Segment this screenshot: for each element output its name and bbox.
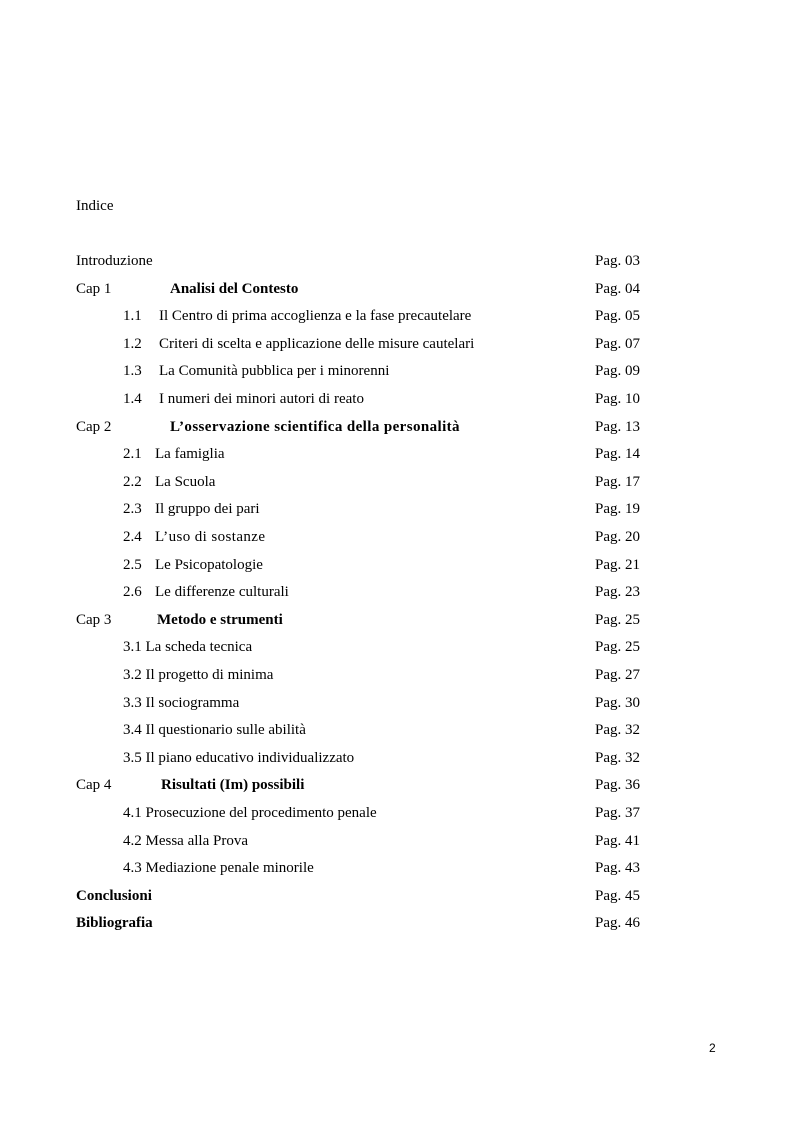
chapter-label: Cap 2 xyxy=(76,418,112,435)
section-title: La famiglia xyxy=(155,446,225,463)
toc-row xyxy=(0,279,794,299)
page-reference: Pag. 17 xyxy=(595,473,640,490)
toc-row xyxy=(0,637,794,657)
section-title: Le Psicopatologie xyxy=(155,556,263,573)
page-reference: Pag. 45 xyxy=(595,887,640,904)
section-title: Criteri di scelta e applicazione delle misure cautelari xyxy=(159,335,475,352)
toc-row xyxy=(0,693,794,713)
page-reference: Pag. 03 xyxy=(595,253,640,269)
page-reference: Pag. 43 xyxy=(595,860,640,877)
toc-row xyxy=(0,720,794,740)
page-reference: Pag. 19 xyxy=(595,501,640,518)
toc-row xyxy=(0,831,794,851)
chapter-label: Cap 1 xyxy=(76,280,112,297)
toc-row xyxy=(0,444,794,464)
page-reference: Pag. 14 xyxy=(595,446,640,463)
section-title: L’uso di sostanze xyxy=(155,529,266,545)
page-reference: Pag. 36 xyxy=(595,777,640,794)
toc-row xyxy=(0,334,794,354)
toc-row xyxy=(0,472,794,492)
section-number: 1.4 xyxy=(123,391,142,407)
page-reference: Pag. 25 xyxy=(595,611,640,628)
chapter-title: L’osservazione scientifica della personalità xyxy=(170,418,460,435)
toc-row xyxy=(0,775,794,795)
toc-row xyxy=(0,610,794,630)
page-reference: Pag. 41 xyxy=(595,832,640,849)
chapter-label: Cap 4 xyxy=(76,777,112,794)
page-number: 2 xyxy=(709,1041,716,1055)
page-reference: Pag. 23 xyxy=(595,584,640,601)
page-reference: Pag. 10 xyxy=(595,391,640,407)
page-reference: Pag. 25 xyxy=(595,639,640,656)
toc-row xyxy=(0,803,794,823)
section-title: 3.3 Il sociogramma xyxy=(123,694,240,711)
toc-row xyxy=(0,527,794,547)
toc-row xyxy=(0,361,794,381)
toc-entry-title: Introduzione xyxy=(76,253,153,269)
section-title: Il gruppo dei pari xyxy=(155,501,260,518)
toc-row xyxy=(0,417,794,437)
chapter-label: Cap 3 xyxy=(76,611,112,628)
chapter-title: Analisi del Contesto xyxy=(170,280,299,297)
section-number: 1.2 xyxy=(123,335,142,352)
page-title: Indice xyxy=(76,198,114,214)
page-reference: Pag. 37 xyxy=(595,805,640,821)
chapter-title: Metodo e strumenti xyxy=(157,611,283,628)
toc-entry-title: Conclusioni xyxy=(76,887,152,904)
section-number: 2.2 xyxy=(123,473,142,490)
section-number: 2.4 xyxy=(123,529,142,545)
section-title: Il Centro di prima accoglienza e la fase precautelare xyxy=(159,308,472,325)
page-reference: Pag. 05 xyxy=(595,308,640,325)
toc-row xyxy=(0,886,794,906)
toc-row xyxy=(0,251,794,271)
page-reference: Pag. 46 xyxy=(595,915,640,932)
section-title: La Comunità pubblica per i minorenni xyxy=(159,363,390,380)
section-title: I numeri dei minori autori di reato xyxy=(159,391,364,407)
section-title: 4.3 Mediazione penale minorile xyxy=(123,860,314,877)
section-title: 3.2 Il progetto di minima xyxy=(123,667,274,683)
page-reference: Pag. 21 xyxy=(595,556,640,573)
toc-row xyxy=(0,306,794,326)
page-reference: Pag. 04 xyxy=(595,280,640,297)
section-title: La Scuola xyxy=(155,473,216,490)
page-reference: Pag. 13 xyxy=(595,418,640,435)
page-reference: Pag. 20 xyxy=(595,529,640,545)
page-reference: Pag. 09 xyxy=(595,363,640,380)
toc-row xyxy=(0,582,794,602)
section-title: 3.1 La scheda tecnica xyxy=(123,639,253,656)
section-number: 2.6 xyxy=(123,584,142,601)
section-number: 1.1 xyxy=(123,308,142,325)
toc-row xyxy=(0,499,794,519)
page-reference: Pag. 27 xyxy=(595,667,640,683)
section-title: 4.2 Messa alla Prova xyxy=(123,832,248,849)
toc-row xyxy=(0,665,794,685)
section-number: 2.3 xyxy=(123,501,142,518)
toc-row xyxy=(0,555,794,575)
page-reference: Pag. 30 xyxy=(595,694,640,711)
section-title: 3.4 Il questionario sulle abilità xyxy=(123,722,306,739)
toc-entry-title: Bibliografia xyxy=(76,915,153,932)
section-title: 4.1 Prosecuzione del procedimento penale xyxy=(123,805,377,821)
section-title: 3.5 Il piano educativo individualizzato xyxy=(123,749,355,766)
chapter-title: Risultati (Im) possibili xyxy=(161,777,305,794)
toc-row xyxy=(0,858,794,878)
toc-row xyxy=(0,389,794,409)
section-number: 1.3 xyxy=(123,363,142,380)
section-number: 2.1 xyxy=(123,446,142,463)
section-number: 2.5 xyxy=(123,556,142,573)
section-title: Le differenze culturali xyxy=(155,584,289,601)
toc-row xyxy=(0,913,794,933)
page-reference: Pag. 32 xyxy=(595,749,640,766)
page-reference: Pag. 32 xyxy=(595,722,640,739)
toc-row xyxy=(0,748,794,768)
page-reference: Pag. 07 xyxy=(595,335,640,352)
